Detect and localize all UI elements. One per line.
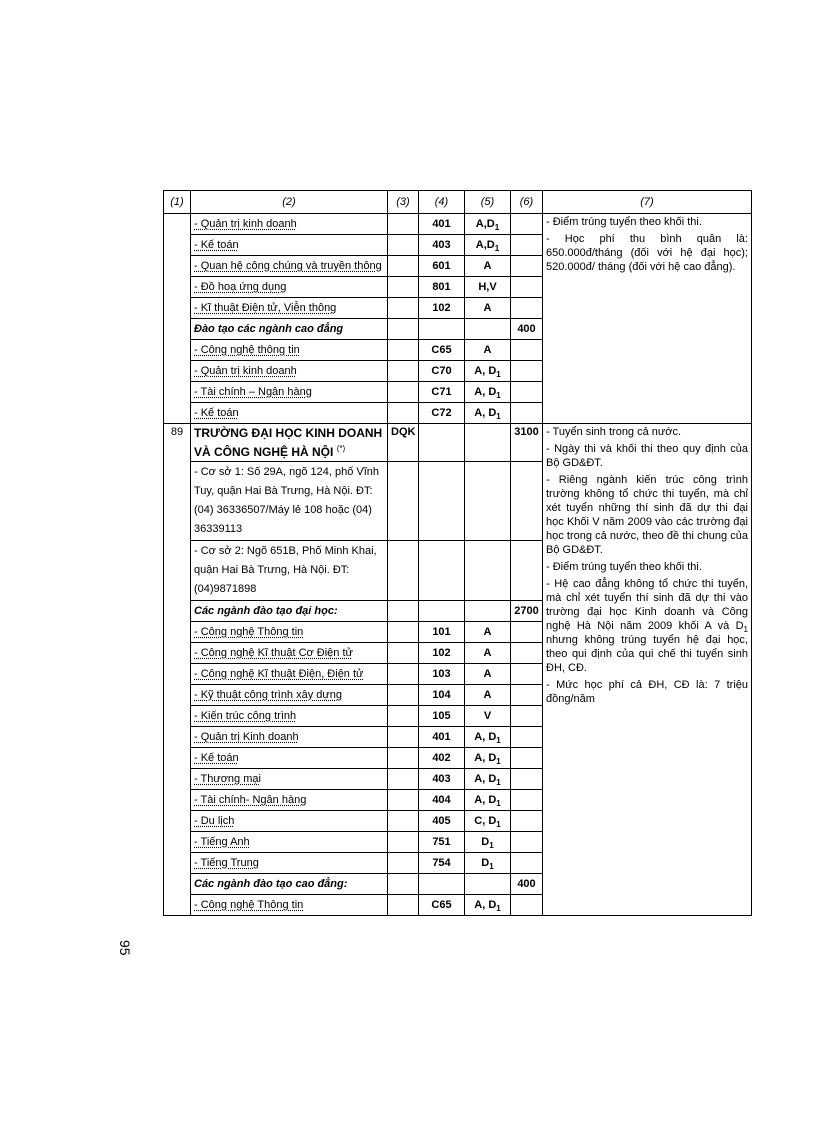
exam-block <box>465 790 511 811</box>
major-code-empty <box>388 685 419 706</box>
campus-empty <box>511 462 543 541</box>
exam-block-sub: 1 <box>494 244 500 254</box>
quota-empty <box>511 748 543 769</box>
header-col-2: (2) <box>191 191 388 214</box>
exam-block <box>465 298 511 319</box>
major-code: 102 <box>419 298 465 319</box>
exam-block-text: A, D <box>474 731 497 743</box>
major-code: C71 <box>419 382 465 403</box>
major-code-empty <box>388 382 419 403</box>
header-col-3: (3) <box>388 191 419 214</box>
exam-block-text: A, D <box>474 752 497 764</box>
major-name: - Quan hệ công chúng và truyền thông <box>191 256 388 277</box>
major-code: 754 <box>419 853 465 874</box>
school-code: DQK <box>388 424 419 462</box>
major-code: 401 <box>419 214 465 235</box>
major-code-empty <box>388 214 419 235</box>
exam-block <box>465 235 511 256</box>
major-code-empty <box>388 706 419 727</box>
major-name: - Kế toán <box>191 748 388 769</box>
quota-empty <box>511 853 543 874</box>
note-line: - Điểm trúng tuyển theo khối thi. <box>546 561 702 573</box>
school-name-text: TRƯỜNG ĐẠI HỌC KINH DOANH VÀ CÔNG NGHỆ HÀ NỘI <box>194 426 383 459</box>
section-block-empty <box>465 601 511 622</box>
note-line: - Điểm trúng tuyển theo khối thi. <box>546 216 702 228</box>
major-code: 104 <box>419 685 465 706</box>
campus-empty <box>419 541 465 601</box>
section-quota: 400 <box>511 874 543 895</box>
major-code-empty <box>388 643 419 664</box>
exam-block-text: V <box>483 710 492 722</box>
section-code-empty <box>419 319 465 340</box>
quota-empty <box>511 382 543 403</box>
major-name: - Đồ hoạ ứng dụng <box>191 277 388 298</box>
note-line: - Mức học phí cả ĐH, CĐ là: 7 triệu đồng/năm <box>546 679 748 705</box>
exam-block-text: A <box>483 260 492 272</box>
major-code: 402 <box>419 748 465 769</box>
section-code-empty <box>388 874 419 895</box>
school-number: 89 <box>164 424 191 916</box>
exam-block <box>465 340 511 361</box>
major-code-empty <box>388 403 419 424</box>
exam-block <box>465 664 511 685</box>
exam-block-text: D <box>481 836 490 848</box>
major-name: - Tiếng Anh <box>191 832 388 853</box>
note-line: - Ngày thi và khối thi theo quy định của Bộ GD&ĐT. <box>546 443 748 469</box>
exam-block-text: A, D <box>474 794 497 806</box>
major-code-empty <box>388 256 419 277</box>
campus-empty <box>465 541 511 601</box>
quota-empty <box>511 298 543 319</box>
exam-block-sub: 1 <box>489 841 494 851</box>
section-block-empty <box>465 319 511 340</box>
exam-block-sub: 1 <box>496 778 501 788</box>
prev-notes <box>543 214 752 424</box>
school-header-row <box>164 424 752 462</box>
major-name: - Tài chính – Ngân hàng <box>191 382 388 403</box>
major-code-empty <box>388 664 419 685</box>
quota-empty <box>511 361 543 382</box>
exam-block-text: A <box>483 689 492 701</box>
major-code: C72 <box>419 403 465 424</box>
major-code-empty <box>388 853 419 874</box>
note-text: nhưng không trúng tuyển hệ đại học, theo qui định của qui chế thi tuyển sinh ĐH, CĐ. <box>546 634 748 674</box>
major-code-empty <box>388 811 419 832</box>
major-code-empty <box>388 340 419 361</box>
major-code: 405 <box>419 811 465 832</box>
major-code-empty <box>388 361 419 382</box>
exam-block-sub: 1 <box>494 223 500 233</box>
major-code: 601 <box>419 256 465 277</box>
major-code: 101 <box>419 622 465 643</box>
quota-empty <box>511 832 543 853</box>
section-code-empty <box>388 601 419 622</box>
school-quota: 3100 <box>511 424 543 462</box>
section-quota: 400 <box>511 319 543 340</box>
major-name: - Quản trị kinh doanh <box>191 214 388 235</box>
exam-block <box>465 622 511 643</box>
exam-block <box>465 727 511 748</box>
quota-empty <box>511 340 543 361</box>
exam-block-text: A,D <box>475 239 495 251</box>
major-name: - Thương mại <box>191 769 388 790</box>
exam-block-sub: 1 <box>496 757 501 767</box>
exam-block-sub: 1 <box>496 820 501 830</box>
note-line <box>546 577 748 675</box>
section-code-empty <box>419 601 465 622</box>
major-name: - Tài chính- Ngân hàng <box>191 790 388 811</box>
quota-empty <box>511 706 543 727</box>
exam-block <box>465 256 511 277</box>
major-code: 404 <box>419 790 465 811</box>
major-code: 403 <box>419 769 465 790</box>
exam-block-text: C, D <box>474 815 497 827</box>
exam-block-sub: 1 <box>496 412 501 422</box>
section-block-empty <box>465 874 511 895</box>
exam-block-sub: 1 <box>496 370 501 380</box>
note-line: - Học phí thu bình quân là: 650.000đ/tháng (đối với hệ đại học); 520.000đ/ tháng (đối với hệ cao đẳng). <box>546 233 748 273</box>
exam-block-text: D <box>481 857 490 869</box>
exam-block-text: A <box>483 344 492 356</box>
major-name: - Kế toán <box>191 403 388 424</box>
exam-block-text: A <box>483 302 492 314</box>
header-col-6: (6) <box>511 191 543 214</box>
campus1-address: - Cơ sở 1: Số 29A, ngõ 124, phố Vĩnh Tuy, quận Hai Bà Trưng, Hà Nội. ĐT: (04) 36336507/Máy lẻ 108 hoặc (04) 36339113 <box>191 462 388 541</box>
exam-block-text: A, D <box>474 386 497 398</box>
campus-empty <box>465 462 511 541</box>
section-code-empty <box>419 874 465 895</box>
major-code: 103 <box>419 664 465 685</box>
section-label: Các ngành đào tạo cao đẳng: <box>191 874 388 895</box>
exam-block <box>465 748 511 769</box>
major-code-empty <box>388 622 419 643</box>
note-line: - Tuyển sinh trong cả nước. <box>546 426 682 438</box>
exam-block-text: A <box>483 668 492 680</box>
quota-empty <box>511 790 543 811</box>
major-code-empty <box>388 895 419 916</box>
major-name: - Tiếng Trung <box>191 853 388 874</box>
header-col-4: (4) <box>419 191 465 214</box>
quota-empty <box>511 256 543 277</box>
note-sub: 1 <box>743 625 748 635</box>
quota-empty <box>511 277 543 298</box>
exam-block <box>465 277 511 298</box>
major-name: - Công nghệ Kĩ thuật Cơ Điện tử <box>191 643 388 664</box>
exam-block-text: A, D <box>474 365 497 377</box>
exam-block <box>465 361 511 382</box>
exam-block-sub: 1 <box>496 736 501 746</box>
major-name: - Công nghệ thông tin <box>191 340 388 361</box>
campus-empty <box>419 462 465 541</box>
major-name: - Kế toán <box>191 235 388 256</box>
campus-empty <box>511 541 543 601</box>
school-code-empty <box>419 424 465 462</box>
quota-empty <box>511 811 543 832</box>
quota-empty <box>511 664 543 685</box>
campus-empty <box>388 462 419 541</box>
major-code: 751 <box>419 832 465 853</box>
section-quota: 2700 <box>511 601 543 622</box>
major-code-empty <box>388 769 419 790</box>
campus-empty <box>388 541 419 601</box>
major-name: - Quản trị Kinh doanh <box>191 727 388 748</box>
quota-empty <box>511 403 543 424</box>
exam-block-sub: 1 <box>489 862 494 872</box>
major-code: C65 <box>419 340 465 361</box>
major-name: - Công nghệ Thông tin <box>191 622 388 643</box>
quota-empty <box>511 895 543 916</box>
exam-block-text: A, D <box>474 899 497 911</box>
exam-block-text: A, D <box>474 773 497 785</box>
major-name: - Quản trị kinh doanh <box>191 361 388 382</box>
exam-block <box>465 214 511 235</box>
page-number: 95 <box>117 940 133 956</box>
exam-block-text: H,V <box>478 281 497 293</box>
school-name <box>191 424 388 462</box>
table-row <box>164 214 752 235</box>
header-row <box>164 191 752 214</box>
major-code: 102 <box>419 643 465 664</box>
exam-block <box>465 832 511 853</box>
school-number-empty <box>164 214 191 424</box>
header-col-7: (7) <box>543 191 752 214</box>
exam-block <box>465 853 511 874</box>
major-code-empty <box>388 790 419 811</box>
quota-empty <box>511 727 543 748</box>
major-name: - Du lịch <box>191 811 388 832</box>
exam-block <box>465 685 511 706</box>
quota-empty <box>511 685 543 706</box>
major-code: 801 <box>419 277 465 298</box>
school-block-empty <box>465 424 511 462</box>
section-label: Đào tạo các ngành cao đẳng <box>191 319 388 340</box>
previous-school-section <box>164 214 752 424</box>
major-code-empty <box>388 235 419 256</box>
school-notes <box>543 424 752 916</box>
exam-block <box>465 706 511 727</box>
exam-block-text: A, D <box>474 407 497 419</box>
major-name: - Công nghệ Thông tin <box>191 895 388 916</box>
major-name: - Kĩ thuật Điện tử, Viễn thông <box>191 298 388 319</box>
note-line: - Riêng ngành kiến trúc công trình trường không tổ chức thi tuyển, mà chỉ xét tuyển những thí sinh đã dự thi đại học Khối V năm 2009 vào các trường đại học trong cả nước, theo đề thi chung của Bộ GD&ĐT. <box>546 474 748 556</box>
quota-empty <box>511 214 543 235</box>
admissions-table-page <box>163 190 751 916</box>
exam-block <box>465 403 511 424</box>
campus2-address: - Cơ sở 2: Ngõ 651B, Phố Minh Khai, quận Hai Bà Trưng, Hà Nội. ĐT: (04)9871898 <box>191 541 388 601</box>
quota-empty <box>511 235 543 256</box>
admissions-table <box>163 190 752 916</box>
major-code: 401 <box>419 727 465 748</box>
school-89-section <box>164 424 752 916</box>
exam-block <box>465 382 511 403</box>
major-code: 403 <box>419 235 465 256</box>
exam-block-sub: 1 <box>496 799 501 809</box>
major-name: - Công nghệ Kĩ thuật Điện, Điện tử <box>191 664 388 685</box>
exam-block-text: A <box>483 626 492 638</box>
note-text: - Hệ cao đẳng không tổ chức thi tuyển, mà chỉ xét tuyển thí sinh đã dự thi vào trường đại học Kinh doanh và Công nghệ Hà Nội năm 2009 khối A và D <box>546 578 748 632</box>
exam-block <box>465 895 511 916</box>
exam-block-sub: 1 <box>496 904 501 914</box>
section-code-empty <box>388 319 419 340</box>
exam-block-text: A <box>483 647 492 659</box>
major-code: 105 <box>419 706 465 727</box>
exam-block-text: A,D <box>475 218 495 230</box>
exam-block <box>465 643 511 664</box>
major-code: C70 <box>419 361 465 382</box>
header-col-1: (1) <box>164 191 191 214</box>
exam-block-sub: 1 <box>496 391 501 401</box>
major-code: C65 <box>419 895 465 916</box>
quota-empty <box>511 769 543 790</box>
major-code-empty <box>388 748 419 769</box>
quota-empty <box>511 643 543 664</box>
major-code-empty <box>388 277 419 298</box>
major-code-empty <box>388 832 419 853</box>
exam-block <box>465 769 511 790</box>
header-col-5: (5) <box>465 191 511 214</box>
major-name: - Kiến trúc công trình <box>191 706 388 727</box>
quota-empty <box>511 622 543 643</box>
exam-block <box>465 811 511 832</box>
section-label: Các ngành đào tạo đại học: <box>191 601 388 622</box>
major-name: - Kỹ thuật công trình xây dựng <box>191 685 388 706</box>
major-code-empty <box>388 298 419 319</box>
major-code-empty <box>388 727 419 748</box>
school-name-mark: (*) <box>336 444 346 453</box>
